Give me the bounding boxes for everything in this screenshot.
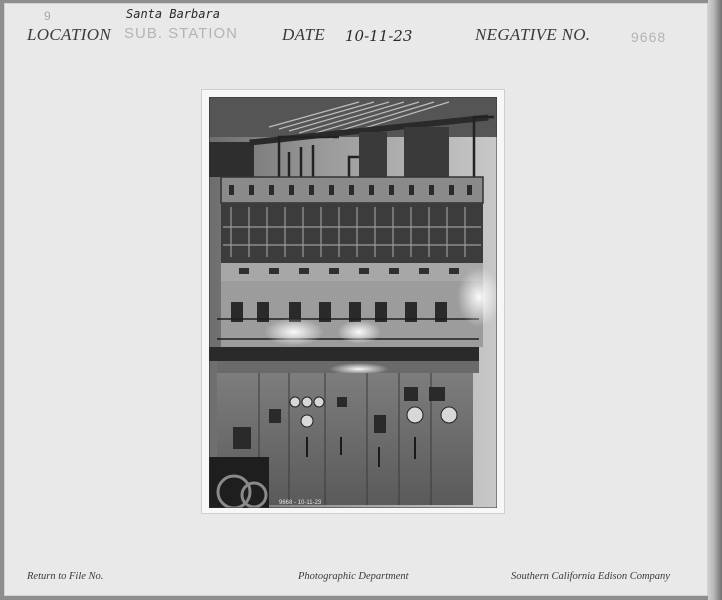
date-handwritten: 10-11-23	[345, 27, 413, 45]
negative-label: NEGATIVE NO.	[475, 25, 591, 44]
switchboard-photo	[209, 97, 497, 508]
photo-edge-caption: 9668 - 10-11-23	[279, 500, 322, 506]
return-to-file-label: Return to File No.	[27, 571, 104, 582]
location-stamp: SUB. STATION	[124, 25, 238, 42]
location-label: LOCATION	[27, 25, 111, 44]
card-edge	[708, 0, 722, 600]
negative-number: 9668	[631, 29, 667, 45]
photographic-department-label: Photographic Department	[298, 571, 409, 582]
date-label: DATE	[282, 25, 326, 44]
photo-mount	[202, 90, 504, 513]
corner-number: 9	[44, 9, 52, 23]
company-label: Southern California Edison Company	[511, 571, 670, 582]
location-handwritten: Santa Barbara	[126, 7, 220, 21]
